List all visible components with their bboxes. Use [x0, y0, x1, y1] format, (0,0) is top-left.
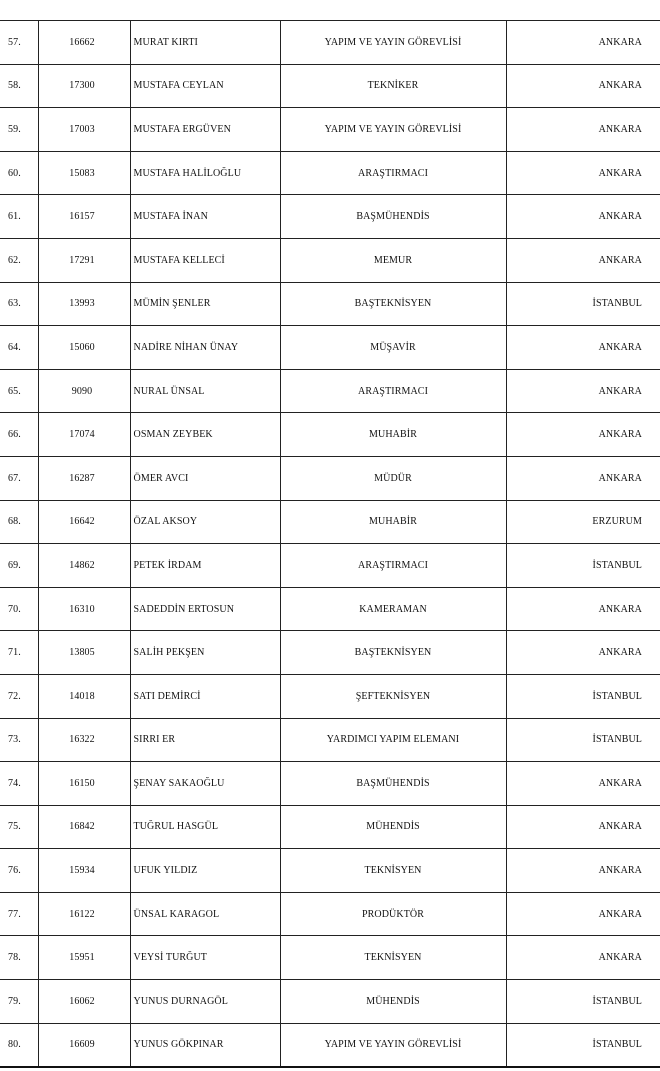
row-number-cell: 72. — [0, 674, 38, 718]
table-row — [0, 544, 660, 588]
person-name-cell: SATI DEMİRCİ — [130, 674, 280, 718]
city-cell: İSTANBUL — [506, 1023, 660, 1067]
job-title-cell: BAŞTEKNİSYEN — [280, 282, 506, 326]
city-cell: ANKARA — [506, 21, 660, 65]
registry-number-cell: 17300 — [38, 64, 130, 108]
city-cell: ANKARA — [506, 936, 660, 980]
job-title-cell: ARAŞTIRMACI — [280, 544, 506, 588]
table-row — [0, 718, 660, 762]
registry-number-cell: 16287 — [38, 456, 130, 500]
row-number-cell: 79. — [0, 980, 38, 1024]
registry-number-cell: 17003 — [38, 108, 130, 152]
personnel-table — [0, 20, 660, 1068]
city-cell: ANKARA — [506, 849, 660, 893]
person-name-cell: SADEDDİN ERTOSUN — [130, 587, 280, 631]
table-row — [0, 151, 660, 195]
row-number-cell: 67. — [0, 456, 38, 500]
job-title-cell: MEMUR — [280, 238, 506, 282]
registry-number-cell: 16310 — [38, 587, 130, 631]
job-title-cell: YAPIM VE YAYIN GÖREVLİSİ — [280, 21, 506, 65]
job-title-cell: MÜHENDİS — [280, 805, 506, 849]
person-name-cell: MUSTAFA CEYLAN — [130, 64, 280, 108]
table-row — [0, 64, 660, 108]
row-number-cell: 61. — [0, 195, 38, 239]
row-number-cell: 68. — [0, 500, 38, 544]
row-number-cell: 77. — [0, 892, 38, 936]
registry-number-cell: 14862 — [38, 544, 130, 588]
row-number-cell: 63. — [0, 282, 38, 326]
registry-number-cell: 16842 — [38, 805, 130, 849]
table-row — [0, 587, 660, 631]
table-row — [0, 195, 660, 239]
city-cell: ANKARA — [506, 369, 660, 413]
job-title-cell: MUHABİR — [280, 500, 506, 544]
person-name-cell: MUSTAFA HALİLOĞLU — [130, 151, 280, 195]
registry-number-cell: 16609 — [38, 1023, 130, 1067]
registry-number-cell: 17074 — [38, 413, 130, 457]
person-name-cell: NURAL ÜNSAL — [130, 369, 280, 413]
person-name-cell: TUĞRUL HASGÜL — [130, 805, 280, 849]
person-name-cell: NADİRE NİHAN ÜNAY — [130, 326, 280, 370]
person-name-cell: MURAT KIRTI — [130, 21, 280, 65]
table-row — [0, 238, 660, 282]
person-name-cell: MUSTAFA ERGÜVEN — [130, 108, 280, 152]
job-title-cell: YAPIM VE YAYIN GÖREVLİSİ — [280, 1023, 506, 1067]
registry-number-cell: 16662 — [38, 21, 130, 65]
row-number-cell: 75. — [0, 805, 38, 849]
registry-number-cell: 15951 — [38, 936, 130, 980]
city-cell: ERZURUM — [506, 500, 660, 544]
job-title-cell: MÜŞAVİR — [280, 326, 506, 370]
table-row — [0, 805, 660, 849]
city-cell: ANKARA — [506, 326, 660, 370]
row-number-cell: 73. — [0, 718, 38, 762]
person-name-cell: SALİH PEKŞEN — [130, 631, 280, 675]
city-cell: İSTANBUL — [506, 544, 660, 588]
row-number-cell: 64. — [0, 326, 38, 370]
registry-number-cell: 14018 — [38, 674, 130, 718]
person-name-cell: YUNUS DURNAGÖL — [130, 980, 280, 1024]
row-number-cell: 58. — [0, 64, 38, 108]
city-cell: ANKARA — [506, 762, 660, 806]
table-row — [0, 849, 660, 893]
table-row — [0, 674, 660, 718]
registry-number-cell: 16642 — [38, 500, 130, 544]
job-title-cell: MÜHENDİS — [280, 980, 506, 1024]
table-row — [0, 326, 660, 370]
personnel-table-body — [0, 21, 660, 1068]
city-cell: ANKARA — [506, 805, 660, 849]
city-cell: ANKARA — [506, 892, 660, 936]
person-name-cell: UFUK YILDIZ — [130, 849, 280, 893]
person-name-cell: MÜMİN ŞENLER — [130, 282, 280, 326]
job-title-cell: TEKNİSYEN — [280, 849, 506, 893]
job-title-cell: BAŞMÜHENDİS — [280, 195, 506, 239]
job-title-cell: YAPIM VE YAYIN GÖREVLİSİ — [280, 108, 506, 152]
person-name-cell: SIRRI ER — [130, 718, 280, 762]
registry-number-cell: 16157 — [38, 195, 130, 239]
city-cell: ANKARA — [506, 631, 660, 675]
registry-number-cell: 13805 — [38, 631, 130, 675]
job-title-cell: YARDIMCI YAPIM ELEMANI — [280, 718, 506, 762]
registry-number-cell: 17291 — [38, 238, 130, 282]
person-name-cell: YUNUS GÖKPINAR — [130, 1023, 280, 1067]
person-name-cell: PETEK İRDAM — [130, 544, 280, 588]
job-title-cell: BAŞMÜHENDİS — [280, 762, 506, 806]
job-title-cell: TEKNİKER — [280, 64, 506, 108]
city-cell: ANKARA — [506, 587, 660, 631]
row-number-cell: 74. — [0, 762, 38, 806]
table-row — [0, 108, 660, 152]
table-row — [0, 936, 660, 980]
registry-number-cell: 13993 — [38, 282, 130, 326]
city-cell: İSTANBUL — [506, 980, 660, 1024]
row-number-cell: 59. — [0, 108, 38, 152]
person-name-cell: ÖMER AVCI — [130, 456, 280, 500]
table-row — [0, 631, 660, 675]
person-name-cell: OSMAN ZEYBEK — [130, 413, 280, 457]
row-number-cell: 66. — [0, 413, 38, 457]
table-row — [0, 762, 660, 806]
job-title-cell: ARAŞTIRMACI — [280, 369, 506, 413]
table-row — [0, 282, 660, 326]
table-row — [0, 892, 660, 936]
job-title-cell: BAŞTEKNİSYEN — [280, 631, 506, 675]
registry-number-cell: 15934 — [38, 849, 130, 893]
person-name-cell: VEYSİ TURĞUT — [130, 936, 280, 980]
person-name-cell: ÜNSAL KARAGOL — [130, 892, 280, 936]
person-name-cell: ÖZAL AKSOY — [130, 500, 280, 544]
registry-number-cell: 9090 — [38, 369, 130, 413]
city-cell: ANKARA — [506, 238, 660, 282]
registry-number-cell: 16322 — [38, 718, 130, 762]
job-title-cell: KAMERAMAN — [280, 587, 506, 631]
job-title-cell: MUHABİR — [280, 413, 506, 457]
job-title-cell: MÜDÜR — [280, 456, 506, 500]
personnel-table-page — [0, 20, 660, 1068]
city-cell: İSTANBUL — [506, 674, 660, 718]
table-row — [0, 1023, 660, 1067]
row-number-cell: 69. — [0, 544, 38, 588]
registry-number-cell: 16122 — [38, 892, 130, 936]
registry-number-cell: 16062 — [38, 980, 130, 1024]
table-row — [0, 456, 660, 500]
person-name-cell: MUSTAFA İNAN — [130, 195, 280, 239]
row-number-cell: 70. — [0, 587, 38, 631]
registry-number-cell: 15083 — [38, 151, 130, 195]
person-name-cell: ŞENAY SAKAOĞLU — [130, 762, 280, 806]
job-title-cell: ARAŞTIRMACI — [280, 151, 506, 195]
row-number-cell: 60. — [0, 151, 38, 195]
row-number-cell: 78. — [0, 936, 38, 980]
city-cell: ANKARA — [506, 108, 660, 152]
table-row — [0, 413, 660, 457]
row-number-cell: 76. — [0, 849, 38, 893]
job-title-cell: TEKNİSYEN — [280, 936, 506, 980]
table-row — [0, 980, 660, 1024]
person-name-cell: MUSTAFA KELLECİ — [130, 238, 280, 282]
city-cell: ANKARA — [506, 195, 660, 239]
city-cell: ANKARA — [506, 151, 660, 195]
row-number-cell: 62. — [0, 238, 38, 282]
registry-number-cell: 15060 — [38, 326, 130, 370]
city-cell: ANKARA — [506, 64, 660, 108]
job-title-cell: PRODÜKTÖR — [280, 892, 506, 936]
city-cell: İSTANBUL — [506, 718, 660, 762]
table-row — [0, 21, 660, 65]
registry-number-cell: 16150 — [38, 762, 130, 806]
row-number-cell: 65. — [0, 369, 38, 413]
row-number-cell: 71. — [0, 631, 38, 675]
row-number-cell: 57. — [0, 21, 38, 65]
table-row — [0, 369, 660, 413]
city-cell: ANKARA — [506, 413, 660, 457]
row-number-cell: 80. — [0, 1023, 38, 1067]
city-cell: ANKARA — [506, 456, 660, 500]
table-row — [0, 500, 660, 544]
job-title-cell: ŞEFTEKNİSYEN — [280, 674, 506, 718]
city-cell: İSTANBUL — [506, 282, 660, 326]
